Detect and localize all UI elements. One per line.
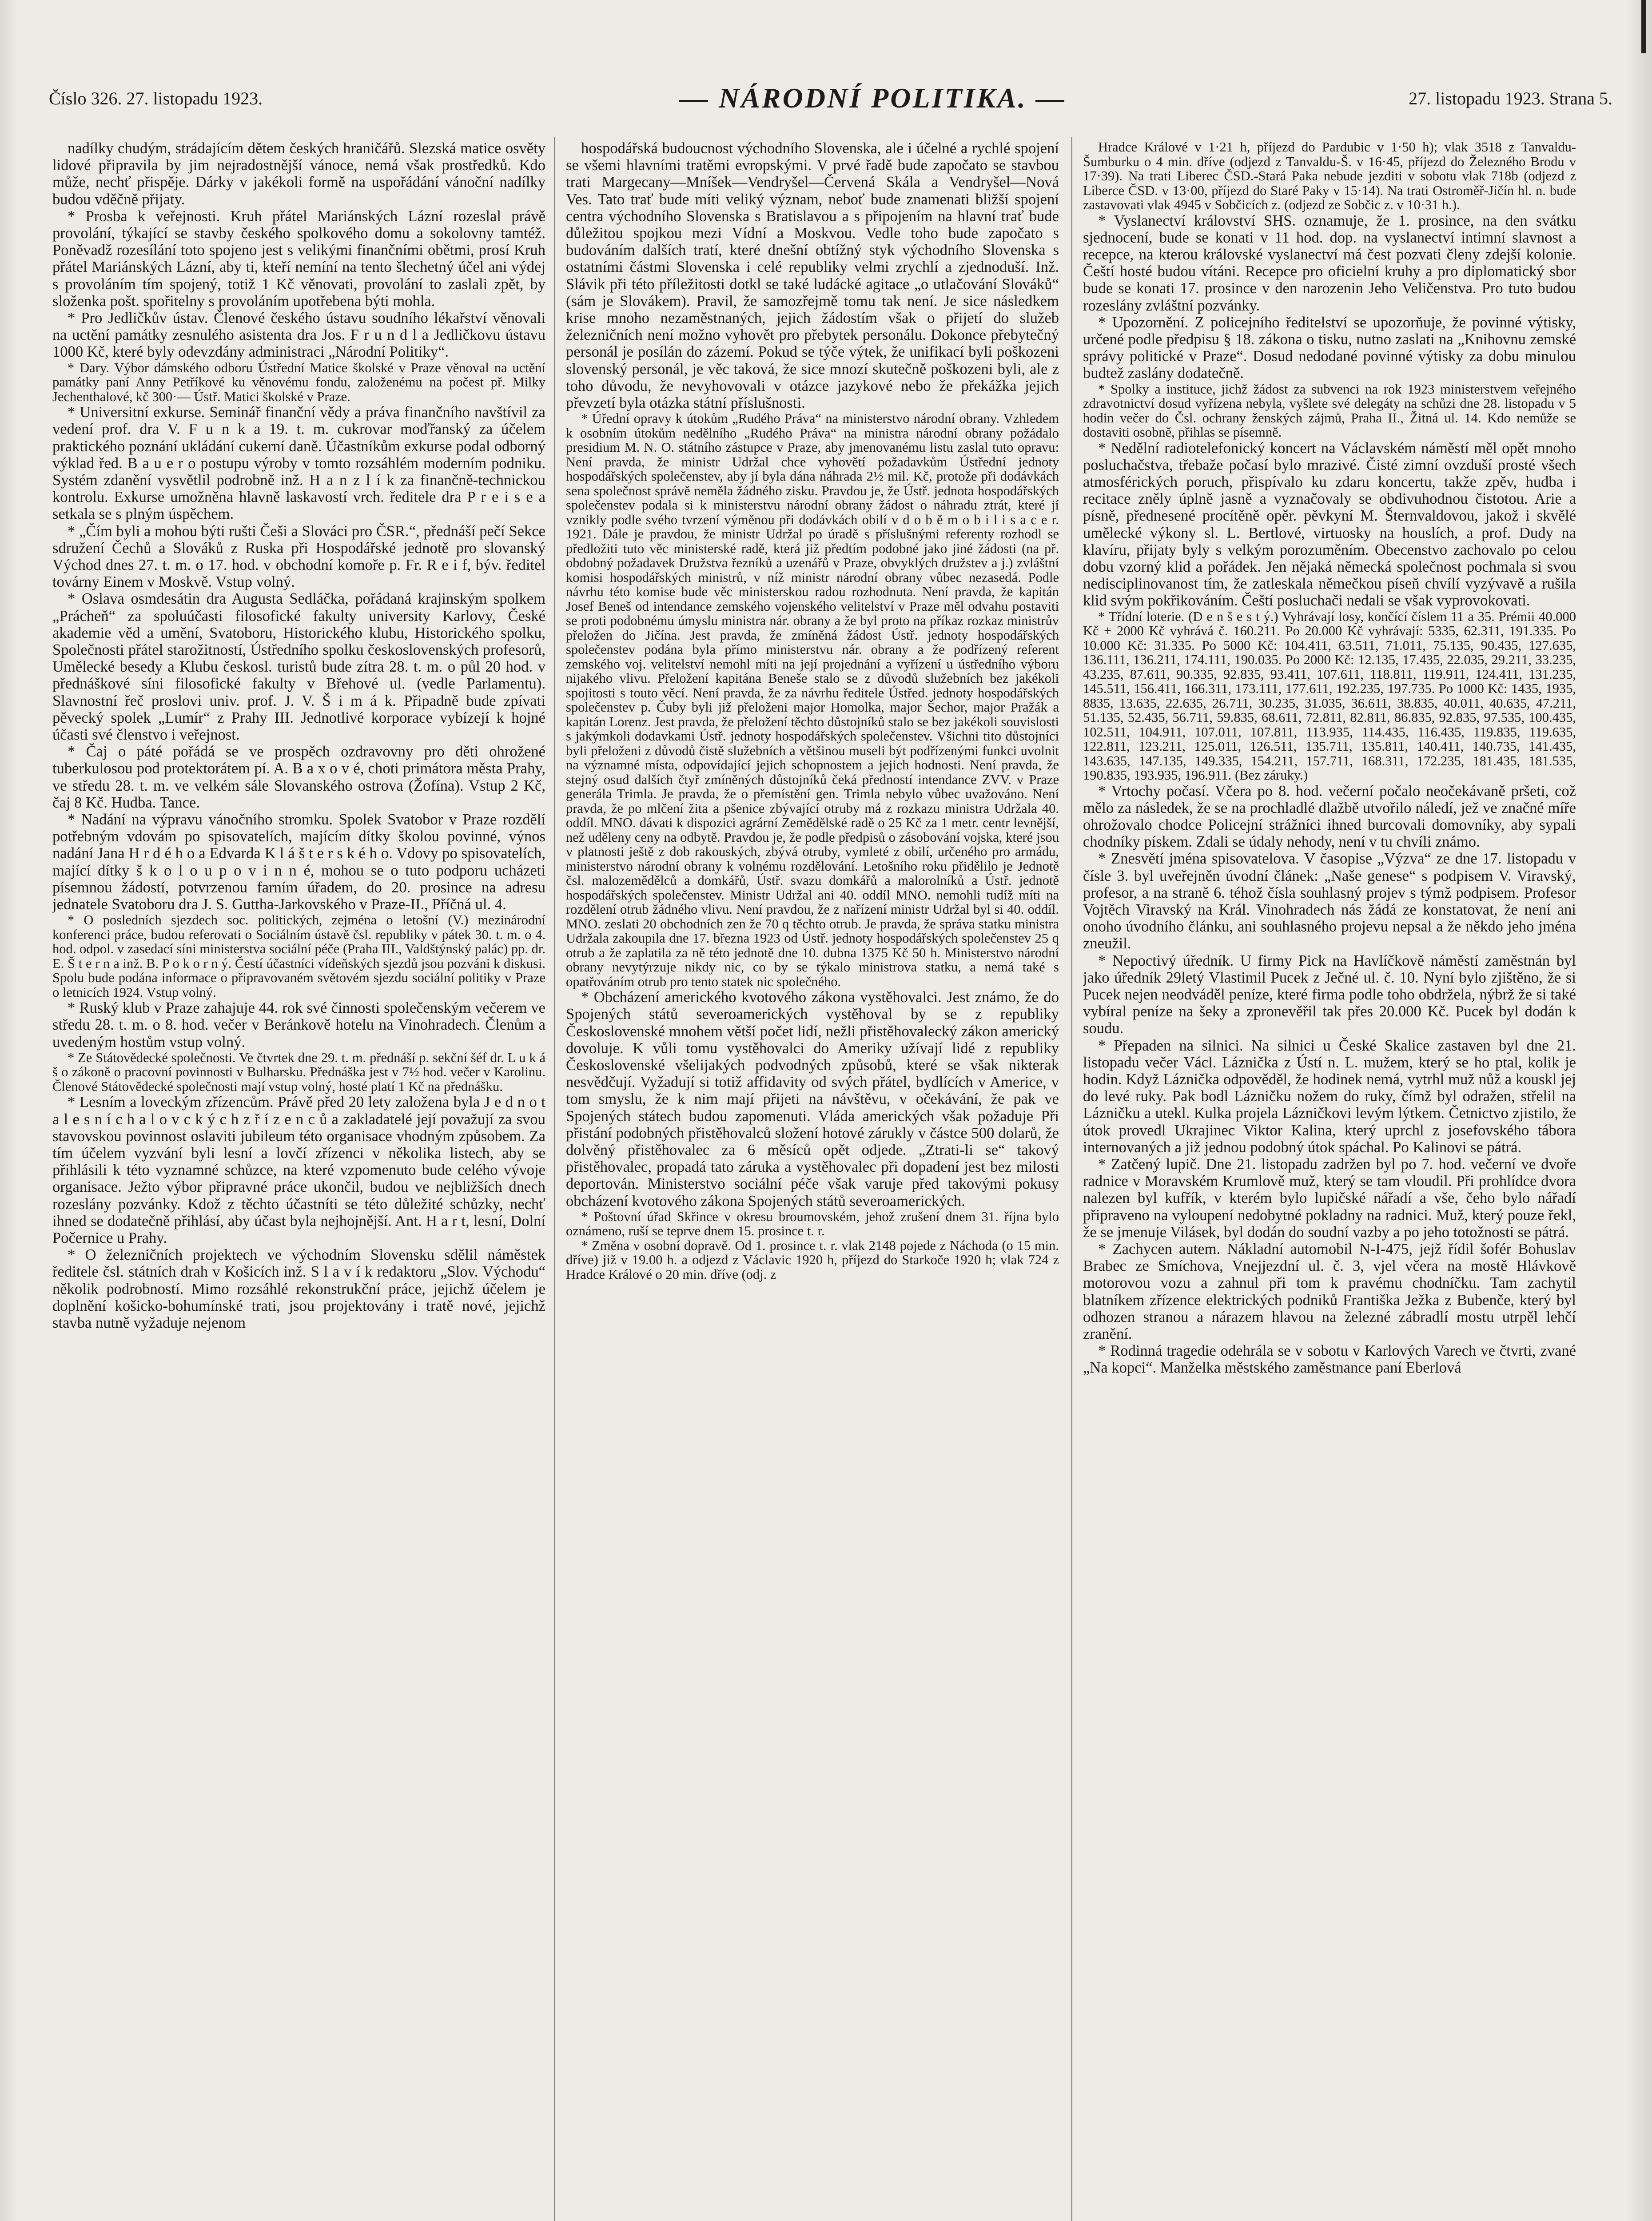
article-paragraph: * Znesvětí jména spisovatelova. V časopise „Výzva“ ze dne 17. listopadu v čísle 3. byl uveřejněn úvodní článek: „Naše genese“ s podpisem V. Viravský, profesor, a na straně 6. téhož čísla souhlasný projev s týmž podpisem. Profesor Vojtěch Viravský na Král. Vinohradech nás žádá ze konstatovat, že není ani onoho úvodního článku, ani souhlasného projevu nepsal a že někdo jeho jména zneužil. (1083, 850, 1576, 952)
article-paragraph: * Dary. Výbor dámského odboru Ústřední Matice školské v Praze věnoval na uctění památky paní Anny Petříkové ku věnovému fondu, založenému na počest př. Milky Jechenthalové, kč 300·— Ústř. Matici školské v Praze. (52, 360, 545, 404)
article-paragraph: * O posledních sjezdech soc. politických, zejména o letošní (V.) mezinárodní konferenci práce, budou referovati o Sociálním ústavě čsl. republiky v pátek 30. t. m. o 4. hod. odpol. v zasedací síni ministerstva sociální péče (Praha III., Valdštýnský palác) pp. dr. E. Š t e r n a inž. B. P o k o r n ý. Čestí účastníci vídeňských sjezdů jsou pozváni k diskusi. Spolu bude podána informace o připravovaném světovém sjezdu sociální politiky v Praze o letnicích 1924. Vstup volný. (52, 912, 545, 1000)
article-paragraph: * Nedělní radiotelefonický koncert na Václavském náměstí měl opět mnoho posluchačstva, třebaže počasí bylo mrazivé. Čisté zimní ovzduší prosté všech atmosférických poruch, přispívalo ku zdaru koncertu, takže zpěv, hudba i recitace zněly úplně jasně a vyznačovaly se obdivuhodnou čistotou. Arie a písně, přednesené procítěně opěr. pěvkyní M. Šternvaldovou, jakož i skvělé umělecké výkony sl. L. Bertlové, virtuosky na houslích, a prof. Dudy na klavíru, přijaty byly s velkým porozuměním. Obecenstvo zachovalo po celou dobu vzorný klid a pořádek. Jen nějaká německá společnost pochmala si svou nedisciplinovanost tím, že zatleskala němečkou píseň chvílí vyzývavě a rušila klid svým pokřikováním. Čeští posluchači nedali se však vyprovokovati. (1083, 439, 1576, 609)
column-divider (1071, 137, 1072, 2221)
article-paragraph: * Vyslanectví království SHS. oznamuje, že 1. prosince, na den svátku sjednocení, bude se konati v 11 hod. dop. na vyslanectví intimní slavnost a recepce, na kterou královské vyslanectví má čest pozvati členy zdejší kolonie. Čeští hosté budou vítáni. Recepce pro oficielní kruhy a pro diplomatický sbor bude se konati 17. prosince v den narozenin Jeho Veličenstva. Pro tuto budou rozeslány zvláštní pozvánky. (1083, 212, 1576, 314)
lottery-results: * Třídní loterie. (D e n š e s t ý.) Vyhrávají losy, končící číslem 11 a 35. Prémii 40.000 Kč + 2000 Kč vyhrává č. 160.211. Po 20.000 Kč vyhrávají: 5335, 62.311, 191.335. Po 10.000 Kč: 31.335. Po 5000 Kč: 104.411, 63.511, 71.011, 75.135, 90.435, 127.635, 136.111, 136.211, 174.111, 190.035. Po 2000 Kč: 12.135, 17.435, 22.035, 29.211, 33.235, 43.235, 87.611, 90.335, 92.835, 93.411, 107.611, 118.811, 119.911, 124.411, 131.235, 145.511, 156.411, 166.311, 173.111, 177.611, 192.235, 197.735. Po 1000 Kč: 1435, 1935, 8835, 13.635, 22.635, 26.711, 30.235, 31.035, 36.611, 38.835, 40.011, 40.635, 47.211, 51.135, 52.435, 56.711, 59.835, 68.611, 72.811, 82.811, 86.835, 92.835, 97.535, 100.435, 102.511, 104.911, 107.011, 107.811, 113.935, 114.435, 116.435, 119.835, 119.635, 122.811, 123.211, 125.011, 126.511, 135.711, 135.811, 140.411, 140.735, 141.435, 143.635, 147.135, 149.335, 154.211, 157.711, 168.311, 172.235, 181.435, 181.535, 190.835, 193.935, 196.911. (Bez záruky.) (1083, 609, 1576, 783)
article-paragraph: * Oslava osmdesátin dra Augusta Sedláčka, pořádaná krajinským spolkem „Prácheň“ za spoluúčasti filosofické fakulty university Karlovy, České akademie věd a umění, Svatoboru, Historického klubu, Historického spolku, Společnosti přátel starožitností, Ústředního spolku československých profesorů, Umělecké besedy a Klubu českosl. turistů bude zítra 28. t. m. o půl 20 hod. v přednáškové síni filosofické fakulty v Břehové ul. (vedle Parlamentu). Slavnostní řeč proslovi univ. prof. J. V. Š i m á k. Připadně bude zpívati pěvecký spolek „Lumír“ z Prahy III. Jednotlivé korporace vybízejí k hojné účasti své členstvo i veřejnost. (52, 590, 545, 743)
article-paragraph: * Úřední opravy k útokům „Rudého Práva“ na ministerstvo národní obrany. Vzhledem k osobním útokům nedělního „Rudého Práva“ na ministra národní obrany požádalo presidium M. N. O. státního zástupce v Praze, aby jmenovanému listu zaslal tuto opravu: Není pravda, že ministr Udržal chce vyhovětí požadavkům Ústřední jednoty hospodářských společenstev, aby jí byla dána náhrada 2½ mil. Kč, protože při dodávkách sena společnost správě neměla žádného zisku. Pravdou je, že Ústř. jednota hospodářských společenstev podala si k ministerstvu národní obrany žádost o náhradu ztrát, které jí vznikly podle svého tvrzení výměnou při dodávkách obilí v d o b ě m o b i l i s a c e r. 1921. Dále je pravdou, že ministr Udržal po úradě s příslušnými referenty rozhodl se předložiti tuto věc ministerské radě, která již předtím podobné jako jiné žádosti (na př. obdobný požadavek Družstva řezníků a uzenářů v Praze, obvyklých družstev a j.) zvláštní komisi hospodářských ministrů, v níž ministr národní obrany vůbec nezasedá. Podle návrhu této komise bude věc ministerskou radou rozhodnuta. Není pravda, že kapitán Josef Beneš od intendance zemského vojenského velitelství v Praze měl odvahu postaviti se proti podobnému úmyslu ministra nár. obrany a že byl proto na příkaz rozkaz ministrův přeložen do Jičína. Jest pravda, že zmíněná žádost Ústř. jednoty hospodářských společenstev podána byla přímo ministerstvu nár. obrany a že podřízený referent zemského voj. velitelství nemohl míti na její projednání a vyřízení u ústředního výboru nijakého vlivu. Přeložení kapitána Beneše stalo se z důvodů služebních bez jakékoli spojitosti s touto věcí. Není pravda, že za návrhu ředitele Ústřed. jednoty hospodářských společenstev p. Čuby byli již přeloženi major Homolka, major Šechor, major Pražák a kapitán Lorenz. Jest pravda, že přeložení těchto důstojníků stalo se bez jakékoli souvislosti s jakýmkoli dodavkami Ústř. jednoty hospodářských společenstev. Všichni tito důstojníci byli přeloženi z důvodů čistě služebních a většinou museli být podřízenými funkci uvolnit na významné místa, odpovídající jejich schopnostem a jejich hodnosti. Není pravda, že stejný osud dalších čtyř zmíněných důstojníků čeká předností intendance ZVV. v Praze generála Trimla. Je pravda, že o přemístění gen. Trimla nebylo vůbec uvažováno. Není pravda, že po mlčení žita a pšenice zbývající otruby má z rozkazu ministra Udržala 40. oddíl. MNO. dávati k dispozici agrární Zemědělské radě o 25 Kč za 1 metr. centr levnější, než uděleny ceny na odbytě. Pravdou je, že podle předpisů o zásobování vojska, které jsou v platnosti ještě z dob rakouských, zbývá otruby, vymleté z obilí, určeného pro armádu, ministerstvo národní obrany k volnému rozdělování. Letošního roku přidělilo je Jednotě čsl. malozemědělců a domkářů, Ústř. svazu domkářů a malorolníků a Ústř. jednotě hospodářských společenstev. Ministr Udržal ani 40. oddíl MNO. nemohli tudíž míti na rozdělení otrub žádného vlivu. Není pravdou, že z nařízení ministr Udržal byl si 40. oddíl. MNO. zeslati 20 obchodních zen že 70 q těchto otrub. Je pravda, že správa statku ministra Udržala zakoupila dne 17. března 1923 od Ústř. jednoty hospodářských společenstev 25 q otrub a že zaplatila za ně této jednotě dne 10. dubna 1375 Kč 50 h. Ministerstvo národní obrany nevytýrzuje nikdy nic, co by se týkalo ministrova statku, a nemá také s opatřováním otrub pro tento statek nic společného. (566, 411, 1059, 989)
article-paragraph: * Čaj o páté pořádá se ve prospěch ozdravovny pro děti ohrožené tuberkulosou pod protektorátem pí. A. B a x o v é, choti primátora města Prahy, ve středu 28. t. m. ve velkém sále Slovanského ostrova (Žofína). Vstup 2 Kč, čaj 8 Kč. Hudba. Tance. (52, 743, 545, 811)
article-paragraph: * Rodinná tragedie odehrála se v sobotu v Karlových Varech ve čtvrti, zvané „Na kopci“. Manželka městského zaměstnance paní Eberlová (1083, 1342, 1576, 1377)
article-paragraph: * Zachycen autem. Nákladní automobil N-I-475, jejž řídil šofér Bohuslav Brabec ze Smíchova, Vnejjezdní ul. č. 3, vjel včera na mostě Hlávkově motorovou vozu a zahnul při tom k pravému chodníčku. Tam zachytil blatníkem zřízence elektrických podniků Františka Ježka z Bubenče, který byl odhozen stranou a nárazem hlavou na železné zábradlí mostu utrpěl lehčí zranění. (1083, 1241, 1576, 1343)
article-paragraph: * Zatčený lupič. Dne 21. listopadu zadržen byl po 7. hod. večerní ve dvoře radnice v Moravském Krumlově muž, který se tam vloudil. Při prohlídce dvora nalezen byl kufřík, v kterém bylo lupičské nářadí a vše, čeho bylo nářadí připraveno na vyloupení nedobytné pokladny na radnici. Muž, který pouze řekl, že se jmenuje Vilásek, byl dodán do soudní vazby a po jeho totožnosti se pátrá. (1083, 1156, 1576, 1241)
article-paragraph: * Lesním a loveckým zřízencům. Právě před 20 lety založena byla J e d n o t a l e s n í c h a l o v c k ý c h z ř í z e n c ů a zakladatelé její považují za svou stavovskou povinnost oslaviti jubileum této organisace vhodným způsobem. Za tím účelem vyzvání byli lesní a lovčí zřízenci v několika listech, aby se přihlásili k této vyznamné schůzce, na které vzpomenuto bude celého vývoje organisace. Ježto výbor připravné práce ukončil, budou ve nejbližších dnech rozeslány pozvánky. Kdož z těchto účastníti se této důležité schůzky, nechť ihned se dodatečně přihlásí, aby účast byla nejhojnější. Ant. H a r t, lesní, Dolní Počernice u Prahy. (52, 1094, 545, 1246)
article-paragraph: * „Čím byli a mohou býti rušti Češi a Slováci pro ČSR.“, přednáší pečí Sekce sdružení Čechů a Slováků z Ruska při Hospodářské jednotě pro slovanský Východ dnes 27. t. m. o 17. hod. v obchodní komoře p. Fr. R e i f, býv. ředitel továrny Einem v Moskvě. Vstup volný. (52, 522, 545, 591)
article-paragraph: Hradce Králové v 1·21 h, příjezd do Pardubic v 1·50 h); vlak 3518 z Tanvaldu-Šumburku o 4 min. dříve (odjezd z Tanvaldu-Š. v 16·45, příjezd do Železného Brodu v 17·39). Na trati Liberec ČSD.-Stará Paka nebude jezditi v sobotu vlak 718b (odjezd z Liberce ČSD. v 13·00, příjezd do Staré Paky v 15·14). Na trati Ostroměř-Jičín hl. n. bude zastavovati vlak 4945 v Sobčicích z. (odjezd ze Sobčic z. v 10·31 h.). (1083, 140, 1576, 212)
column-1 (52, 140, 545, 2221)
article-paragraph: * Ze Státovědecké společnosti. Ve čtvrtek dne 29. t. m. přednáší p. sekční šéf dr. L u k á š o zákoně o pracovní povinnosti v Bulharsku. Přednáška jest v 7½ hod. večer v Karolinu. Členové Státovědecké společnosti mají vstup volný, hosté platí 1 Kč na přednášku. (52, 1050, 545, 1094)
article-paragraph: * Změna v osobní dopravě. Od 1. prosince t. r. vlak 2148 pojede z Náchoda (o 15 min. dříve) již v 19.00 h. a odjezd z Václavic 1920 h, příjezd do Starkoče 1920 h; vlak 724 z Hradce Králové o 20 min. dříve (odj. z (566, 1238, 1059, 1282)
column-3 (1083, 140, 1576, 2221)
article-paragraph: * Vrtochy počasí. Včera po 8. hod. večerní počalo neočekávaně pršeti, což mělo za následek, že se na prochladlé dlažbě utvořilo náledí, jež ve značné míře ohrožovalo chodce Policejní strážníci ihned burcovali domovníky, aby sypali chodníky pískem. Zdali se údaly nehody, není v tu chvíli známo. (1083, 782, 1576, 851)
article-paragraph: * Nadání na výpravu vánočního stromku. Spolek Svatobor v Praze rozdělí potřebným vdovám po spisovatelích, majícím dítky školou povinné, výnos nadání Jana H r d é h o a Edvarda K l á š t e r s k é h o. Vdovy po spisovatelích, mající dítky š k o l o u p o v i n n é, mohou se o tuto podporu ucházeti písemnou žádostí, potvrzenou farním úřadem, do 20. prosince na adresu jednatele Svatoboru dra J. S. Guttha-Jarkovského v Praze-II., Příčná ul. 4. (52, 811, 545, 913)
article-paragraph: * Pro Jedličkův ústav. Členové českého ústavu soudního lékařství věnovali na uctění památky zesnulého asistenta dra Jos. F r u n d l a Jedličkovu ústavu 1000 Kč, které byly odevzdány administraci „Národní Politiky“. (52, 310, 545, 361)
article-paragraph: * Poštovní úřad Skřince v okresu broumovském, jehož zrušení dnem 31. října bylo oznámeno, ruší se teprve dnem 15. prosince t. r. (566, 1209, 1059, 1239)
article-paragraph: * O železničních projektech ve východním Slovensku sdělil náměstek ředitele čsl. státních drah v Košicích inž. S l a v í k redaktoru „Slov. Východu“ několik podrobností. Mimo rozsáhlé rekonstrukční práce, jejichž účelem je doplnění košicko-bohumínské trati, jsou projektovány i tratě nové, jejichž stavba nutně vyžaduje nejenom (52, 1246, 545, 1331)
article-paragraph: nadílky chudým, strádajícím dětem českých hraničářů. Slezská matice osvěty lidové připravila by jim nejradostnější vánoce, nemá však prostředků. Kdo může, nechť přispěje. Dárky v jakékoli formě na uspořádání vánoční nadílky budou vděčně přijaty. (52, 140, 545, 208)
scan-edge-mark (1641, 0, 1646, 53)
header-issue-date: Číslo 326. 27. listopadu 1923. (49, 88, 263, 108)
article-paragraph: * Spolky a instituce, jichž žádost za subvenci na rok 1923 ministerstvem veřejného zdravotnictví dosud vyřízena nebyla, vyšlete své delegáty na schůzi dne 28. listopadu v 5 hodin večer do Čsl. ochrany ženských zájmů, Praha II., Žitná ul. 14. Kdo nemůže se dostaviti osobně, přihlas se písemně. (1083, 381, 1576, 440)
article-paragraph: * Obcházení amerického kvotového zákona vystěhovalci. Jest známo, že do Spojených států severoamerických vystěhoval by se z republiky Československé mnohem větší počet lidí, nežli přistěhovalecký zákon americký dovoluje. K vůli tomu vystěhovalci do Ameriky užívají lidé z republiky Československé všelijakých podvodných způsobů, které se však nikterak nesvědčují. Vyžadují si totiž affidavity od svých přátel, bydlících v Americe, v tom smyslu, že k nim mají přijeti na návštěvu, v očekávání, že pak ve Spojených státech budou zapomenuti. Vláda amerických však požaduje Při přistání podobných přistěhovalců složení hotové zárukly v částce 500 dolarů, že dolvěný přistěhovalec za 6 měsíců opět odjede. „Ztrati-li se“ takový přistěhovalec, propadá tato záruka a vystěhovalec při dopadení jest bez milosti deportován. Ministerstvo sociální péče však varuje před takovými pokusy obcházení kvotového zákona Spojených států severoamerických. (566, 989, 1059, 1210)
column-divider (554, 137, 555, 2221)
article-paragraph: * Universitní exkurse. Seminář finanční vědy a práva finančního navštívil za vedení prof. dra V. F u n k a 19. t. m. cukrovar moďřanský za účelem praktického poznání ukládání cukerní daně. Účastníkům exkurse podal odborný výklad řed. B a u e r o postupu výroby v tomto rozsáhlém moderním podniku. Systém zdanění vysvětlil podrobně inž. H a n z l í k za finančně-technickou kontrolu. Exkurse umožněna hlavně laskavostí vrch. ředitele dra P r e i s e a setkala se s plným úspěchem. (52, 404, 545, 523)
header-page-number: 27. listopadu 1923. Strana 5. (1409, 88, 1612, 108)
article-paragraph: * Nepoctivý úředník. U firmy Pick na Havlíčkově náměstí zaměstnán byl jako úředník 29letý Vlastimil Pucek z Ječné ul. č. 10. Nyní bylo zjištěno, že si Pucek nejen neodváděl peníze, které firma podle toho obdržela, nýbrž že si také vybíral peníze na šeky a zpronevěřil tak přes 20.000 Kč. Pucek byl dodán k soudu. (1083, 952, 1576, 1037)
article-paragraph: * Ruský klub v Praze zahajuje 44. rok své činnosti společenským večerem ve středu 28. t. m. o 8. hod. večer v Beránkově hotelu na Vinohradech. Členům a uvedeným hostům vstup volný. (52, 999, 545, 1051)
page-header (49, 82, 1612, 128)
article-paragraph: hospodářská budoucnost východního Slovenska, ale i účelné a rychlé spojení se všemi hlavními tratěmi evropskými. V prvé řadě bude započato se stavbou trati Margecany—Mníšek—Vendryšel—Červená Skála a Vendryšel—Nová Ves. Tato trať bude míti veliký význam, neboť bude znamenati bližší spojení centra východního Slovenska s Bratislavou a s připojením na hlavní trať bude důležitou spojkou mezi Vídní a Moskvou. Vedle toho bude započato s budováním dalších tratí, které dnešní obtížný styk východního Slovenska s ostatními částmi Slovenska i celé republiky velmi zrychlí a zjednoduší. Inž. Slávik při této příležitosti dotkl se také ludácké agitace „o utlačování Slováků“ (sám je Slovákem). Pravil, že samozřejmě tomu tak není. Je sice následkem krise mnoho nezaměstnaných, jejich žádostím však o přijetí do služeb železničních není možno vyhovět pro přebytek personálu. Dokonce přebytečný personál je posílán do zázemí. Pokud se týče výtek, že unifikací byli poškozeni slovenský personál, je věc taková, že sice mnozí skutečně poškozeni byli, ale z toho důvodu, že nevyhovovali v otázce jazykové nebo že překážka jejich převzetí byla otázka státní příslušnosti. (566, 140, 1059, 412)
column-2 (566, 140, 1059, 2221)
article-paragraph: * Upozornění. Z policejního ředitelství se upozorňuje, že povinné výtisky, určené podle předpisu § 18. zákona o tisku, nutno zaslati na „Knihovnu zemské správy politické v Praze“. Dosud nedodané povinné výtisky za dobu minulou budtež zaslány dodatečně. (1083, 314, 1576, 382)
masthead-title: — NÁRODNÍ POLITIKA. — (680, 82, 1066, 114)
article-paragraph: * Přepaden na silnici. Na silnici u České Skalice zastaven byl dne 21. listopadu večer Václ. Láznička z Ústí n. L. mužem, který se ho ptal, kolik je hodin. Když Láznička odpověděl, že hodinek nemá, vytrhl muž nůž a kouskl jej do levé ruky. Pak bodl Lázničku nožem do ruky, čímž byl odražen, střelil na Lázničku a utekl. Kulka projela Lázničkovi levým lýtkem. Četnictvo zjistilo, že útok provedl Ukrajinec Viktor Kalina, který uprchl z josefovského tábora internovaných a již jednou podobný útok spáchal. Po Kalinovi se pátrá. (1083, 1037, 1576, 1156)
article-paragraph: * Prosba k veřejnosti. Kruh přátel Mariánských Lázní rozeslal právě provolání, týkající se stavby českého spolkového domu a sokolovny tamtéž. Poněvadž rozesílání toto spojeno jest s velikými finančními obětmi, prosí Kruh přátel Mariánských Lázní, aby ti, kteří nemíní na tento šlechetný účel ani výdej s provoláním tím spojený, totiž 1 Kč věnovati, provolání to zaslali zpět, by složenka pošt. spořitelny s provoláním upotřebena býti mohla. (52, 207, 545, 310)
